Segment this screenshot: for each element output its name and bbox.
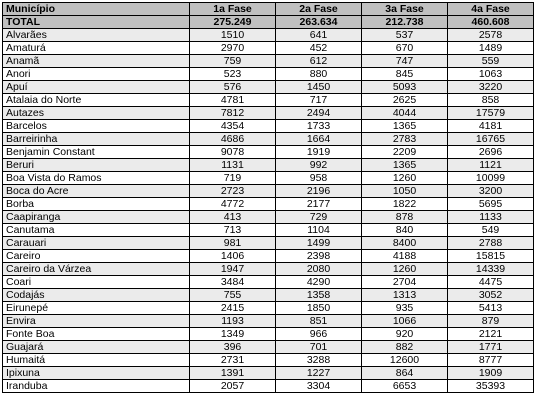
municipio-cell: Barcelos <box>3 120 190 133</box>
table-row <box>3 354 534 367</box>
fase-2-cell: 641 <box>276 29 362 42</box>
fase-2-cell: 1104 <box>276 224 362 237</box>
fase-4-cell: 549 <box>448 224 534 237</box>
fase-3-cell: 840 <box>362 224 448 237</box>
fase-1-cell: 1131 <box>190 159 276 172</box>
fase-4-cell: 1121 <box>448 159 534 172</box>
total-fase-1: 275.249 <box>190 16 276 29</box>
fase-2-cell: 958 <box>276 172 362 185</box>
total-fase-3: 212.738 <box>362 16 448 29</box>
fase-3-cell: 920 <box>362 328 448 341</box>
table-row <box>3 224 534 237</box>
fase-1-cell: 576 <box>190 81 276 94</box>
fase-1-cell: 713 <box>190 224 276 237</box>
fase-1-cell: 2970 <box>190 42 276 55</box>
fase-4-cell: 2788 <box>448 237 534 250</box>
fase-1-cell: 4772 <box>190 198 276 211</box>
fase-4-cell: 15815 <box>448 250 534 263</box>
fase-3-cell: 1050 <box>362 185 448 198</box>
fase-1-cell: 1947 <box>190 263 276 276</box>
municipio-cell: Anori <box>3 68 190 81</box>
table-row <box>3 42 534 55</box>
header-municipio: Município <box>3 3 190 16</box>
fase-3-cell: 882 <box>362 341 448 354</box>
fase-2-cell: 1664 <box>276 133 362 146</box>
fase-3-cell: 1365 <box>362 159 448 172</box>
fase-2-cell: 2196 <box>276 185 362 198</box>
fase-1-cell: 3484 <box>190 276 276 289</box>
fase-3-cell: 1822 <box>362 198 448 211</box>
header-fase-1: 1a Fase <box>190 3 276 16</box>
table-row <box>3 328 534 341</box>
fase-4-cell: 879 <box>448 315 534 328</box>
fase-4-cell: 16765 <box>448 133 534 146</box>
municipio-cell: Autazes <box>3 107 190 120</box>
fase-4-cell: 858 <box>448 94 534 107</box>
fase-3-cell: 2783 <box>362 133 448 146</box>
fase-1-cell: 1391 <box>190 367 276 380</box>
fase-4-cell: 3052 <box>448 289 534 302</box>
municipio-cell: Careiro da Várzea <box>3 263 190 276</box>
fase-3-cell: 1365 <box>362 120 448 133</box>
table-row <box>3 146 534 159</box>
fase-4-cell: 1133 <box>448 211 534 224</box>
fase-4-cell: 1489 <box>448 42 534 55</box>
fase-2-cell: 2177 <box>276 198 362 211</box>
fase-3-cell: 1260 <box>362 172 448 185</box>
fase-3-cell: 845 <box>362 68 448 81</box>
table-row <box>3 289 534 302</box>
municipio-cell: Borba <box>3 198 190 211</box>
municipio-cell: Alvarães <box>3 29 190 42</box>
municipio-cell: Guajará <box>3 341 190 354</box>
fase-1-cell: 2723 <box>190 185 276 198</box>
fase-1-cell: 2731 <box>190 354 276 367</box>
table-row <box>3 276 534 289</box>
table-row <box>3 133 534 146</box>
header-fase-2: 2a Fase <box>276 3 362 16</box>
fase-1-cell: 2415 <box>190 302 276 315</box>
municipio-cell: Carauari <box>3 237 190 250</box>
data-table <box>2 2 534 393</box>
table-row <box>3 263 534 276</box>
fase-1-cell: 413 <box>190 211 276 224</box>
fase-1-cell: 9078 <box>190 146 276 159</box>
municipio-cell: Humaitá <box>3 354 190 367</box>
fase-2-cell: 2398 <box>276 250 362 263</box>
total-label: TOTAL <box>3 16 190 29</box>
municipio-cell: Beruri <box>3 159 190 172</box>
fase-4-cell: 10099 <box>448 172 534 185</box>
municipio-cell: Caapiranga <box>3 211 190 224</box>
fase-2-cell: 3288 <box>276 354 362 367</box>
municipio-cell: Barreirinha <box>3 133 190 146</box>
municipio-cell: Benjamin Constant <box>3 146 190 159</box>
fase-4-cell: 1909 <box>448 367 534 380</box>
fase-4-cell: 4475 <box>448 276 534 289</box>
fase-1-cell: 4686 <box>190 133 276 146</box>
table-row <box>3 81 534 94</box>
fase-4-cell: 2696 <box>448 146 534 159</box>
table-row <box>3 302 534 315</box>
fase-4-cell: 35393 <box>448 380 534 393</box>
municipio-cell: Ipixuna <box>3 367 190 380</box>
table-row <box>3 315 534 328</box>
fase-1-cell: 755 <box>190 289 276 302</box>
fase-4-cell: 17579 <box>448 107 534 120</box>
fase-4-cell: 3200 <box>448 185 534 198</box>
fase-3-cell: 2704 <box>362 276 448 289</box>
fase-4-cell: 559 <box>448 55 534 68</box>
fase-2-cell: 2494 <box>276 107 362 120</box>
fase-1-cell: 719 <box>190 172 276 185</box>
fase-1-cell: 4781 <box>190 94 276 107</box>
fase-2-cell: 1227 <box>276 367 362 380</box>
fase-2-cell: 2080 <box>276 263 362 276</box>
fase-4-cell: 5695 <box>448 198 534 211</box>
fase-3-cell: 1066 <box>362 315 448 328</box>
table-row <box>3 380 534 393</box>
fase-4-cell: 4181 <box>448 120 534 133</box>
fase-3-cell: 5093 <box>362 81 448 94</box>
fase-1-cell: 4354 <box>190 120 276 133</box>
table-row <box>3 341 534 354</box>
fase-3-cell: 4188 <box>362 250 448 263</box>
fase-3-cell: 670 <box>362 42 448 55</box>
table-row <box>3 68 534 81</box>
fase-1-cell: 523 <box>190 68 276 81</box>
fase-3-cell: 1260 <box>362 263 448 276</box>
fase-2-cell: 612 <box>276 55 362 68</box>
fase-3-cell: 2209 <box>362 146 448 159</box>
fase-2-cell: 1919 <box>276 146 362 159</box>
fase-2-cell: 1499 <box>276 237 362 250</box>
table-row <box>3 198 534 211</box>
fase-4-cell: 2578 <box>448 29 534 42</box>
fase-2-cell: 880 <box>276 68 362 81</box>
municipio-cell: Atalaia do Norte <box>3 94 190 107</box>
municipio-cell: Apuí <box>3 81 190 94</box>
header-fase-3: 3a Fase <box>362 3 448 16</box>
fase-2-cell: 1733 <box>276 120 362 133</box>
fase-2-cell: 851 <box>276 315 362 328</box>
fase-2-cell: 4290 <box>276 276 362 289</box>
fase-4-cell: 8777 <box>448 354 534 367</box>
fase-2-cell: 3304 <box>276 380 362 393</box>
municipio-cell: Boca do Acre <box>3 185 190 198</box>
fase-2-cell: 1358 <box>276 289 362 302</box>
total-fase-4: 460.608 <box>448 16 534 29</box>
fase-4-cell: 3220 <box>448 81 534 94</box>
fase-2-cell: 452 <box>276 42 362 55</box>
table-row <box>3 159 534 172</box>
fase-3-cell: 864 <box>362 367 448 380</box>
municipio-cell: Amaturá <box>3 42 190 55</box>
fase-3-cell: 747 <box>362 55 448 68</box>
fase-3-cell: 12600 <box>362 354 448 367</box>
fase-3-cell: 1313 <box>362 289 448 302</box>
header-fase-4: 4a Fase <box>448 3 534 16</box>
table-row <box>3 250 534 263</box>
total-row <box>3 16 534 29</box>
municipio-cell: Fonte Boa <box>3 328 190 341</box>
fase-2-cell: 966 <box>276 328 362 341</box>
fase-3-cell: 537 <box>362 29 448 42</box>
table-row <box>3 29 534 42</box>
fase-2-cell: 992 <box>276 159 362 172</box>
fase-1-cell: 7812 <box>190 107 276 120</box>
fase-2-cell: 717 <box>276 94 362 107</box>
fase-1-cell: 1406 <box>190 250 276 263</box>
fase-3-cell: 4044 <box>362 107 448 120</box>
fase-3-cell: 2625 <box>362 94 448 107</box>
fase-2-cell: 701 <box>276 341 362 354</box>
municipio-cell: Careiro <box>3 250 190 263</box>
fase-3-cell: 8400 <box>362 237 448 250</box>
table-row <box>3 107 534 120</box>
fase-4-cell: 1771 <box>448 341 534 354</box>
fase-2-cell: 729 <box>276 211 362 224</box>
municipio-cell: Boa Vista do Ramos <box>3 172 190 185</box>
fase-1-cell: 1510 <box>190 29 276 42</box>
fase-1-cell: 396 <box>190 341 276 354</box>
fase-4-cell: 1063 <box>448 68 534 81</box>
header-row <box>3 3 534 16</box>
fase-2-cell: 1850 <box>276 302 362 315</box>
fase-4-cell: 5413 <box>448 302 534 315</box>
municipio-cell: Envira <box>3 315 190 328</box>
fase-4-cell: 2121 <box>448 328 534 341</box>
fase-2-cell: 1450 <box>276 81 362 94</box>
municipio-cell: Anamã <box>3 55 190 68</box>
fase-3-cell: 935 <box>362 302 448 315</box>
fase-3-cell: 878 <box>362 211 448 224</box>
table-row <box>3 55 534 68</box>
table-row <box>3 367 534 380</box>
fase-1-cell: 1349 <box>190 328 276 341</box>
fase-1-cell: 981 <box>190 237 276 250</box>
municipio-cell: Iranduba <box>3 380 190 393</box>
fase-1-cell: 759 <box>190 55 276 68</box>
fase-3-cell: 6653 <box>362 380 448 393</box>
municipio-cell: Eirunepé <box>3 302 190 315</box>
fase-4-cell: 14339 <box>448 263 534 276</box>
municipio-cell: Canutama <box>3 224 190 237</box>
table-row <box>3 120 534 133</box>
table-row <box>3 94 534 107</box>
municipio-cell: Codajás <box>3 289 190 302</box>
table-row <box>3 237 534 250</box>
municipio-cell: Coari <box>3 276 190 289</box>
table-row <box>3 172 534 185</box>
fase-1-cell: 1193 <box>190 315 276 328</box>
table-row <box>3 185 534 198</box>
table-row <box>3 211 534 224</box>
fase-1-cell: 2057 <box>190 380 276 393</box>
total-fase-2: 263.634 <box>276 16 362 29</box>
